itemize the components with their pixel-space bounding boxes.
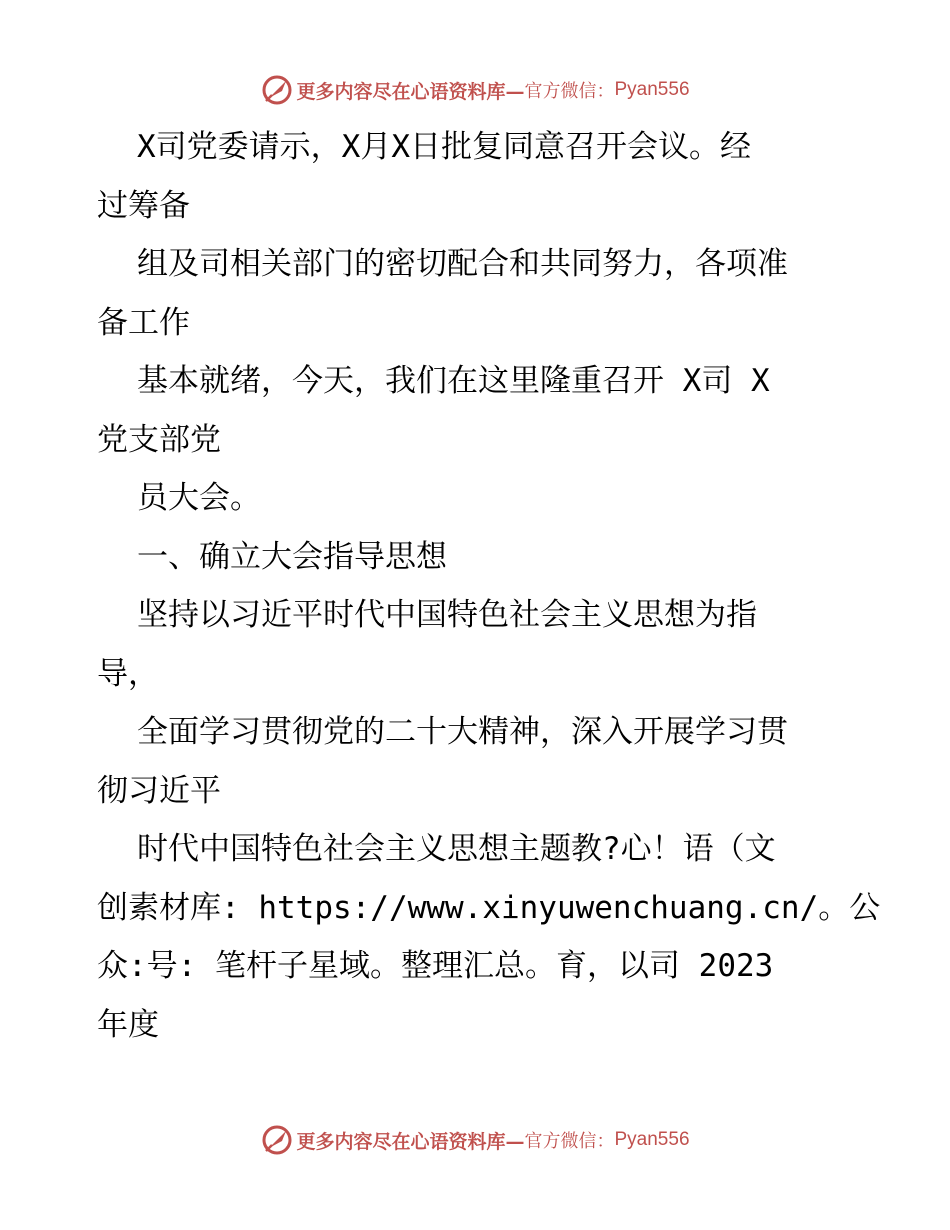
watermark-wechat-id: Pyan556 <box>614 1129 690 1150</box>
text-line: 基本就绪，今天，我们在这里隆重召开 X司 X <box>137 363 770 399</box>
text-line: 创素材库: https://www.xinyuwenchuang.cn/。公 <box>97 889 881 926</box>
footer-watermark <box>0 1120 950 1160</box>
text-line: 时代中国特色社会主义思想主题教?心！语（文 <box>137 831 776 867</box>
text-line: 一、确立大会指导思想 <box>137 538 447 575</box>
text-line: X司党委请示，X月X日批复同意召开会议。经 <box>137 129 751 165</box>
watermark-wechat-id: Pyan556 <box>614 79 690 100</box>
text-line: 备工作 <box>97 304 190 341</box>
text-line: 彻习近平 <box>97 772 221 809</box>
text-line: 众:号: 笔杆子星域。整理汇总。育，以司 2023 <box>97 948 774 984</box>
text-line: 过筹备 <box>97 187 190 224</box>
text-line: 导， <box>97 655 159 692</box>
header-watermark <box>0 70 950 110</box>
watermark-wechat-label: 官方微信： <box>524 81 615 102</box>
watermark-text: 更多内容尽在心语资料库— <box>296 80 525 103</box>
text-line: 员大会。 <box>137 480 261 516</box>
text-line: 党支部党 <box>97 421 221 458</box>
text-line: 年度 <box>97 1006 159 1043</box>
watermark-text: 更多内容尽在心语资料库— <box>296 1130 525 1153</box>
text-line: 坚持以习近平时代中国特色社会主义思想为指 <box>137 597 757 633</box>
text-line: 组及司相关部门的密切配合和共同努力，各项准 <box>137 246 788 282</box>
quill-icon <box>260 1123 294 1157</box>
text-line: 全面学习贯彻党的二十大精神，深入开展学习贯 <box>137 714 788 750</box>
document-body <box>97 118 881 1054</box>
quill-icon <box>260 73 294 107</box>
watermark-wechat-label: 官方微信： <box>524 1131 615 1152</box>
